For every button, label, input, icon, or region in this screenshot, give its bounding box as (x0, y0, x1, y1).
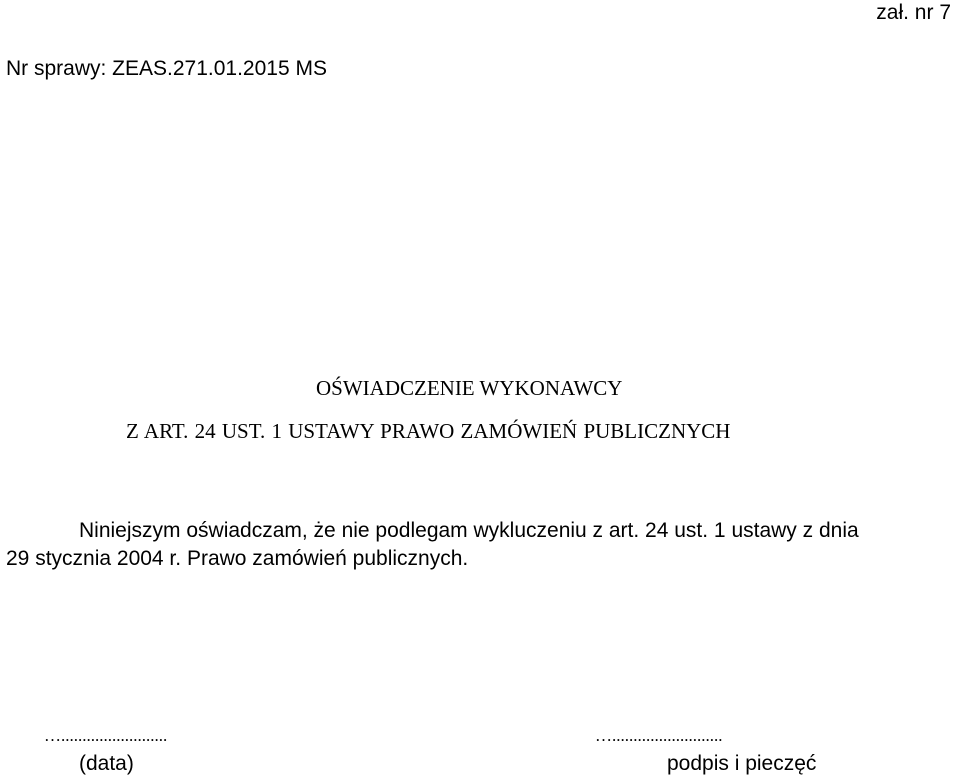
case-number: Nr sprawy: ZEAS.271.01.2015 MS (6, 57, 327, 80)
declaration-subtitle: Z ART. 24 UST. 1 USTAWY PRAWO ZAMÓWIEŃ PUBLICZNYCH (126, 419, 731, 443)
signature-stamp-label: podpis i pieczęć (667, 752, 817, 775)
declaration-title: OŚWIADCZENIE WYKONAWCY (316, 376, 623, 400)
date-label: (data) (79, 752, 134, 775)
declaration-text-line-2: 29 stycznia 2004 r. Prawo zamówień publicznych. (6, 547, 469, 570)
attachment-number: zał. nr 7 (876, 1, 951, 24)
date-signature-line: …......................... (44, 726, 168, 745)
signature-line: ….......................... (595, 726, 723, 745)
declaration-text-line-1: Niniejszym oświadczam, że nie podlegam wykluczeniu z art. 24 ust. 1 ustawy z dnia (79, 519, 859, 542)
